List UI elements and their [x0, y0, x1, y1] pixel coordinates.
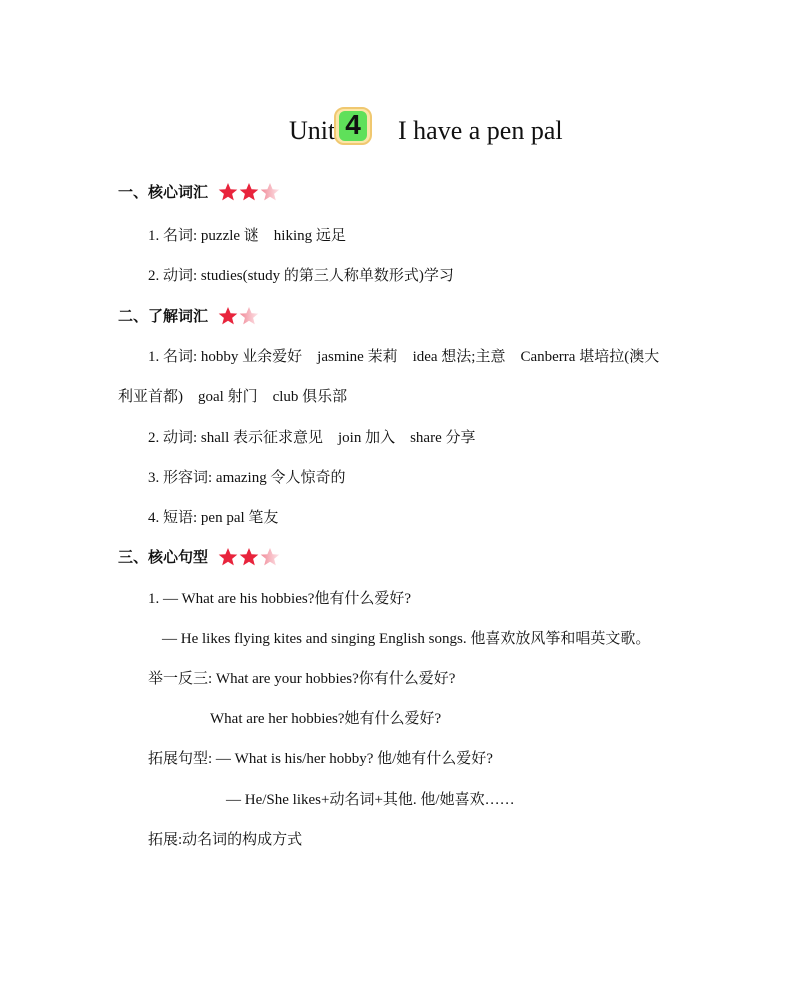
sentence-line: 拓展:动名词的构成方式 [148, 832, 303, 848]
section-heading-text: 三、核心句型 [118, 548, 209, 566]
half-star-icon [260, 182, 280, 202]
vocab-line: 2. 动词: studies(study 的第三人称单数形式)学习 [148, 268, 454, 284]
page-title [0, 106, 800, 156]
star-icon [218, 306, 238, 326]
section-heading-core-vocabulary [118, 182, 280, 202]
star-icon [239, 547, 259, 567]
star-icon [218, 182, 238, 202]
star-icon [218, 547, 238, 567]
star-icon [239, 182, 259, 202]
vocab-line: 利亚首都) goal 射门 club 俱乐部 [118, 389, 348, 405]
vocab-line: 4. 短语: pen pal 笔友 [148, 510, 279, 526]
section-heading-text: 二、了解词汇 [118, 307, 209, 325]
sentence-line: — He likes flying kites and singing English songs. 他喜欢放风筝和唱英文歌。 [162, 631, 651, 647]
section-heading-understand-vocabulary [118, 306, 259, 326]
title-text: I have a pen pal [398, 116, 563, 145]
unit-number: 4 [345, 109, 361, 140]
vocab-line: 2. 动词: shall 表示征求意见 join 加入 share 分享 [148, 430, 476, 446]
vocab-line: 1. 名词: hobby 业余爱好 jasmine 茉莉 idea 想法;主意 Canberra 堪培拉(澳大 [148, 349, 660, 365]
sentence-line: What are her hobbies?她有什么爱好? [210, 711, 442, 727]
section-heading-text: 一、核心词汇 [118, 183, 209, 201]
difficulty-stars [218, 547, 280, 567]
section-heading-core-sentences [118, 547, 280, 567]
difficulty-stars [218, 182, 280, 202]
sentence-line: 举一反三: What are your hobbies?你有什么爱好? [148, 671, 456, 687]
vocab-line: 3. 形容词: amazing 令人惊奇的 [148, 470, 346, 486]
unit-number-badge [333, 106, 373, 146]
difficulty-stars [218, 306, 259, 326]
vocab-line: 1. 名词: puzzle 谜 hiking 远足 [148, 228, 346, 244]
half-star-icon [260, 547, 280, 567]
sentence-line: — He/She likes+动名词+其他. 他/她喜欢…… [226, 792, 515, 808]
half-star-icon [239, 306, 259, 326]
sentence-line: 拓展句型: — What is his/her hobby? 他/她有什么爱好? [148, 751, 493, 767]
title-unit-label: Unit [289, 116, 336, 145]
sentence-line: 1. — What are his hobbies?他有什么爱好? [148, 591, 412, 607]
